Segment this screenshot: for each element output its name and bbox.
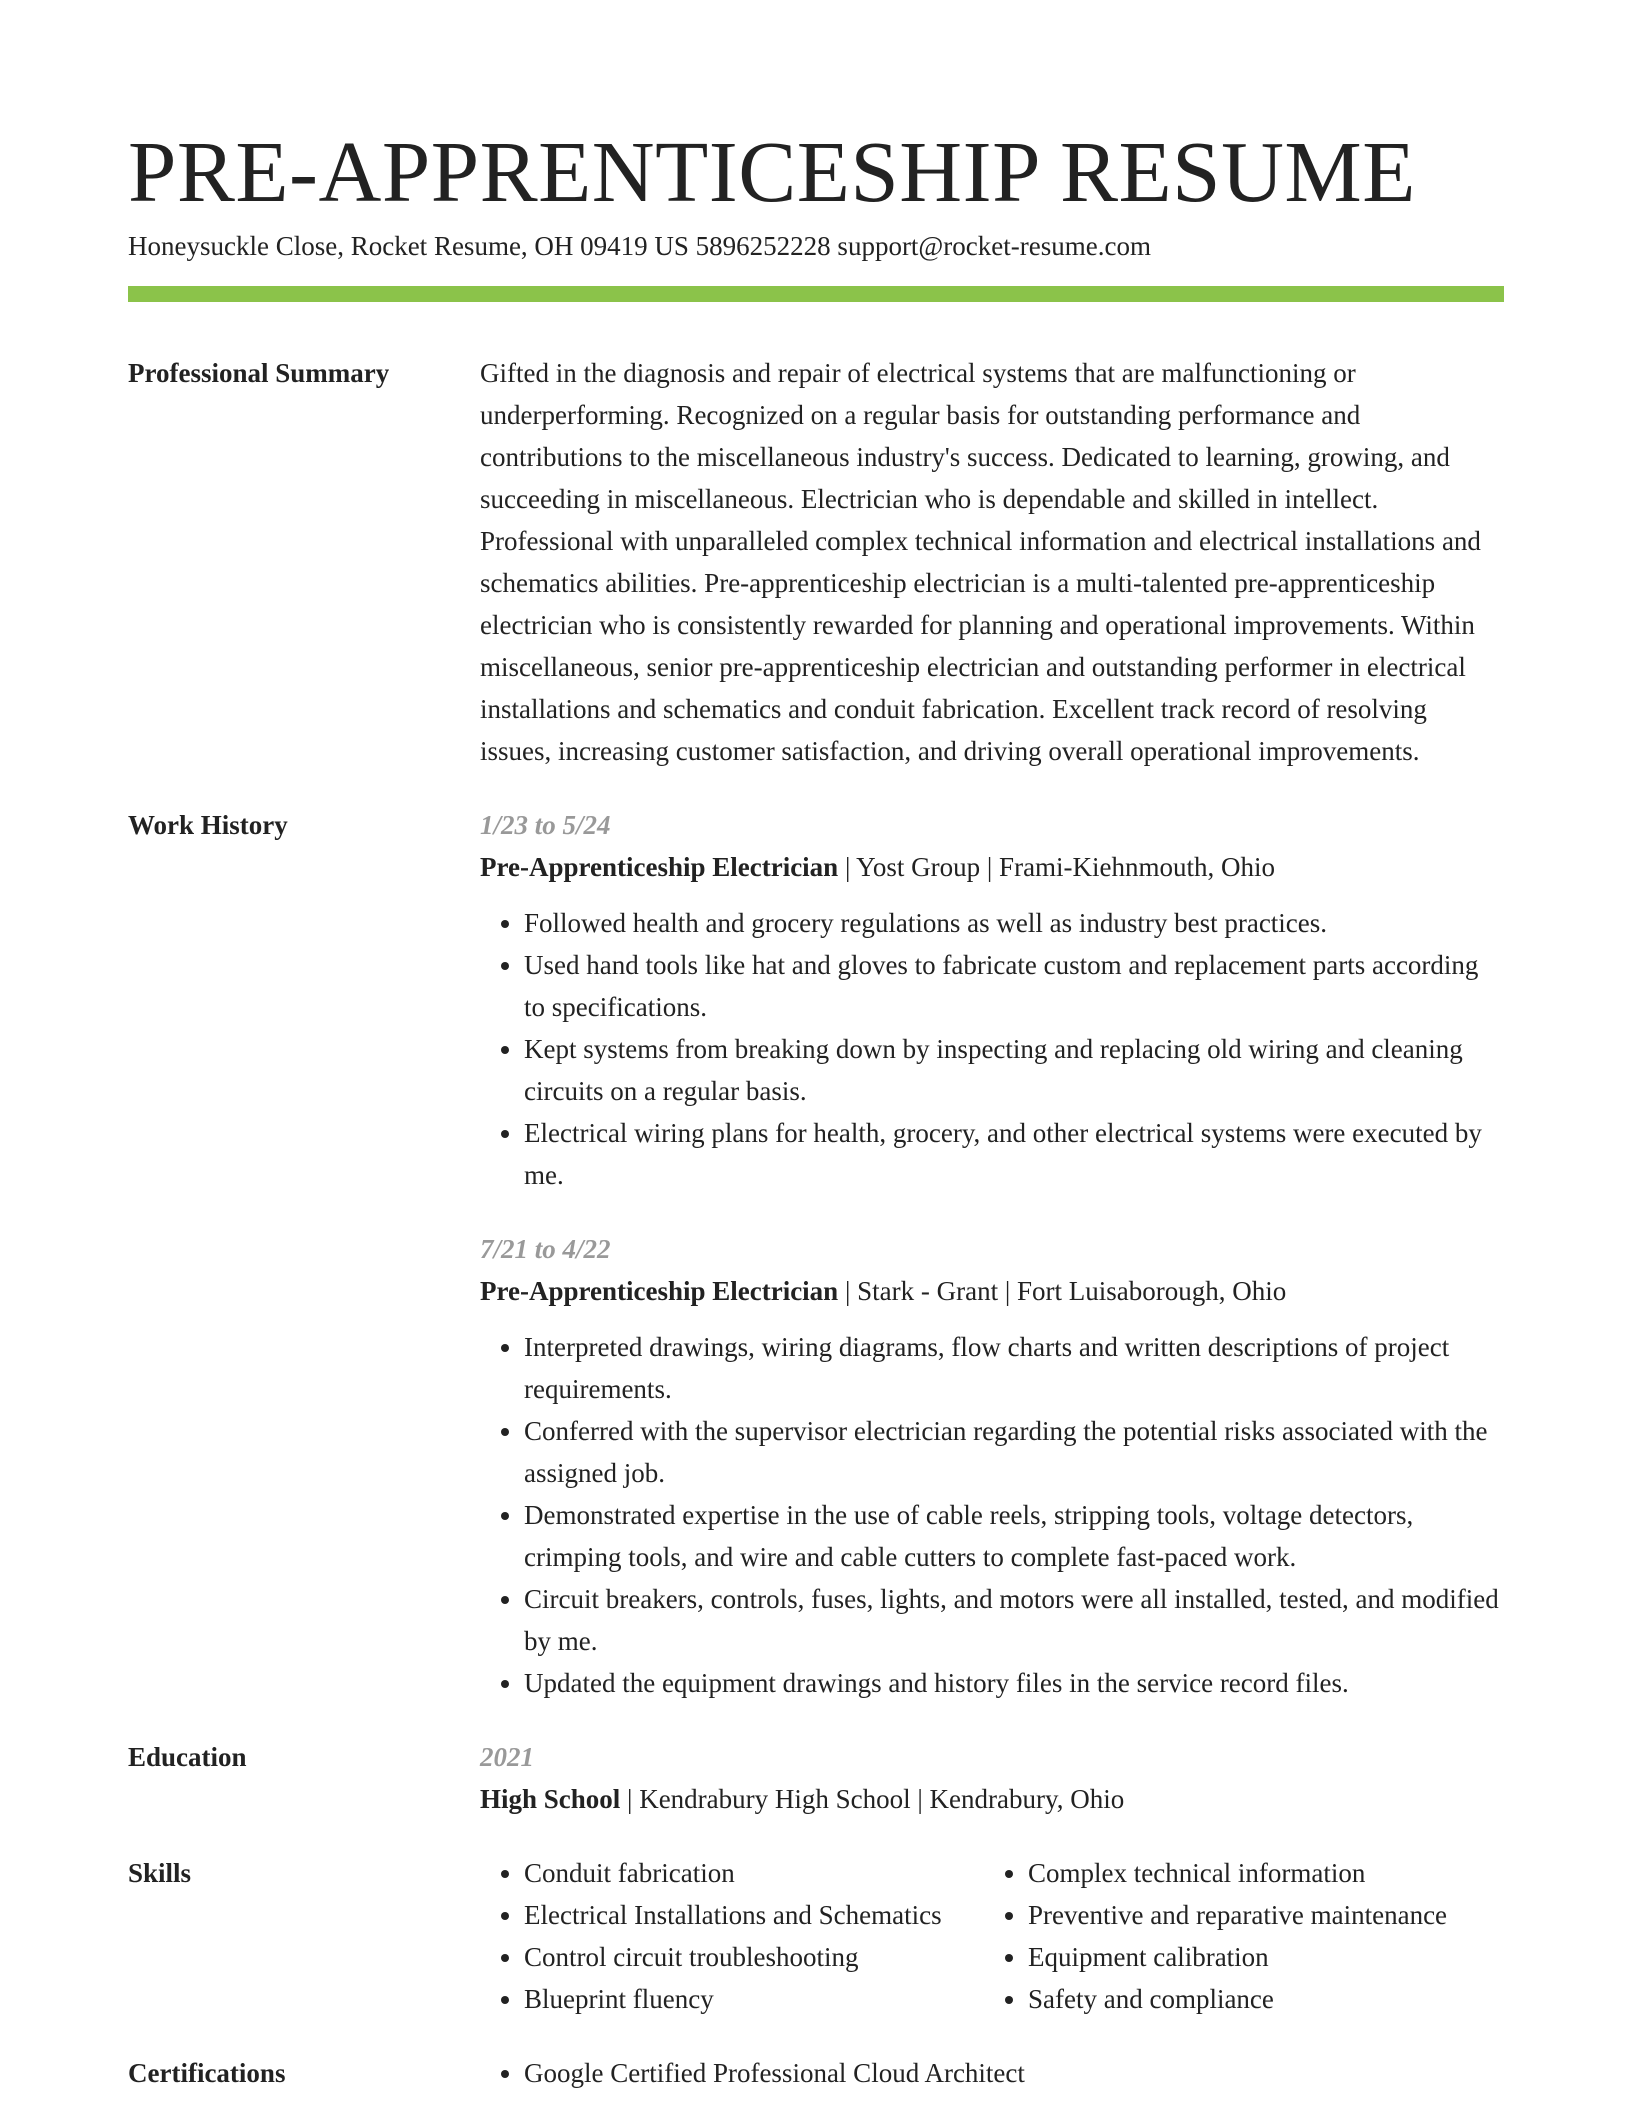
skills-body: [480, 1852, 1504, 2020]
job-heading: [480, 846, 1504, 888]
section-label-certifications: Certifications: [128, 2058, 286, 2088]
contact-line: Honeysuckle Close, Rocket Resume, OH 09419 US 5896252228 support@rocket-resume.com: [128, 231, 1151, 261]
job-bullet: • Updated the equipment drawings and history files in the service record files.: [524, 1662, 1504, 1704]
skill-item: • Preventive and reparative maintenance: [1028, 1894, 1504, 1936]
education-heading: [480, 1778, 1504, 1820]
skill-item: • Equipment calibration: [1028, 1936, 1504, 1978]
skill-item: • Control circuit troubleshooting: [524, 1936, 984, 1978]
work-history-body: [480, 804, 1504, 1704]
skill-item: • Conduit fabrication: [524, 1852, 984, 1894]
education-year: 2021: [480, 1742, 534, 1772]
section-label-work: Work History: [128, 810, 288, 840]
job-bullets: [480, 902, 1504, 1196]
certifications-body: [480, 2052, 1504, 2094]
education-section: [128, 1736, 1504, 1820]
summary-text: Gifted in the diagnosis and repair of electrical systems that are malfunctioning or underperforming. Recognized on a regular basis for outstanding performance and contributions to the miscellaneous industry's success. Dedicated to learning, growing, and succeeding in miscellaneous. Electrician who is dependable and skilled in intellect. Professional with unparalleled complex technical information and electrical installations and schematics abilities. Pre-apprenticeship electrician is a multi-talented pre-apprenticeship electrician who is consistently rewarded for planning and operational improvements. Within miscellaneous, senior pre-apprenticeship electrician and outstanding performer in electrical installations and schematics and conduit fabrication. Excellent track record of resolving issues, increasing customer satisfaction, and driving overall operational improvements.: [480, 358, 1481, 766]
summary-body: [480, 352, 1504, 772]
skill-item: • Safety and compliance: [1028, 1978, 1504, 2020]
job-bullet: • Used hand tools like hat and gloves to fabricate custom and replacement parts according to specifications.: [524, 944, 1504, 1028]
job-bullet: • Electrical wiring plans for health, grocery, and other electrical systems were executed by me.: [524, 1112, 1504, 1196]
job-bullet: • Followed health and grocery regulations as well as industry best practices.: [524, 902, 1504, 944]
job-dates: 1/23 to 5/24: [480, 810, 611, 840]
section-label-summary: Professional Summary: [128, 358, 390, 388]
section-label-skills: Skills: [128, 1858, 192, 1888]
summary-section: [128, 352, 1504, 772]
education-degree: High School: [480, 1784, 621, 1814]
job-bullet: • Conferred with the supervisor electrician regarding the potential risks associated with the assigned job.: [524, 1410, 1504, 1494]
certifications-section: [128, 2052, 1504, 2094]
job-bullet: • Interpreted drawings, wiring diagrams, flow charts and written descriptions of project requirements.: [524, 1326, 1504, 1410]
resume-title: PRE-APPRENTICESHIP RESUME: [128, 123, 1416, 220]
skill-item: • Electrical Installations and Schematics: [524, 1894, 984, 1936]
certification-item: • Google Certified Professional Cloud Architect: [524, 2052, 1504, 2094]
job-entry: [480, 804, 1504, 1196]
job-heading: [480, 1270, 1504, 1312]
section-label-education: Education: [128, 1742, 247, 1772]
certifications-list: [480, 2052, 1504, 2094]
job-entry: [480, 1228, 1504, 1704]
job-bullet: • Circuit breakers, controls, fuses, lights, and motors were all installed, tested, and modified by me.: [524, 1578, 1504, 1662]
skill-item: • Complex technical information: [1028, 1852, 1504, 1894]
job-employer: | Yost Group | Frami-Kiehnmouth, Ohio: [838, 852, 1276, 882]
job-title: Pre-Apprenticeship Electrician: [480, 1276, 839, 1306]
skill-item: • Blueprint fluency: [524, 1978, 984, 2020]
job-bullets: [480, 1326, 1504, 1704]
resume-page: [128, 0, 1504, 2094]
accent-divider: [128, 286, 1504, 302]
job-bullet: • Demonstrated expertise in the use of cable reels, stripping tools, voltage detectors, crimping tools, and wire and cable cutters to complete fast-paced work.: [524, 1494, 1504, 1578]
job-bullet: • Kept systems from breaking down by inspecting and replacing old wiring and cleaning circuits on a regular basis.: [524, 1028, 1504, 1112]
job-dates: 7/21 to 4/22: [480, 1234, 611, 1264]
skills-column-right: [984, 1852, 1504, 2020]
job-employer: | Stark - Grant | Fort Luisaborough, Ohio: [838, 1276, 1287, 1306]
work-history-section: [128, 804, 1504, 1704]
skills-column-left: [480, 1852, 984, 2020]
skills-section: [128, 1852, 1504, 2020]
education-school: | Kendrabury High School | Kendrabury, Ohio: [620, 1784, 1125, 1814]
job-title: Pre-Apprenticeship Electrician: [480, 852, 839, 882]
education-body: [480, 1736, 1504, 1820]
